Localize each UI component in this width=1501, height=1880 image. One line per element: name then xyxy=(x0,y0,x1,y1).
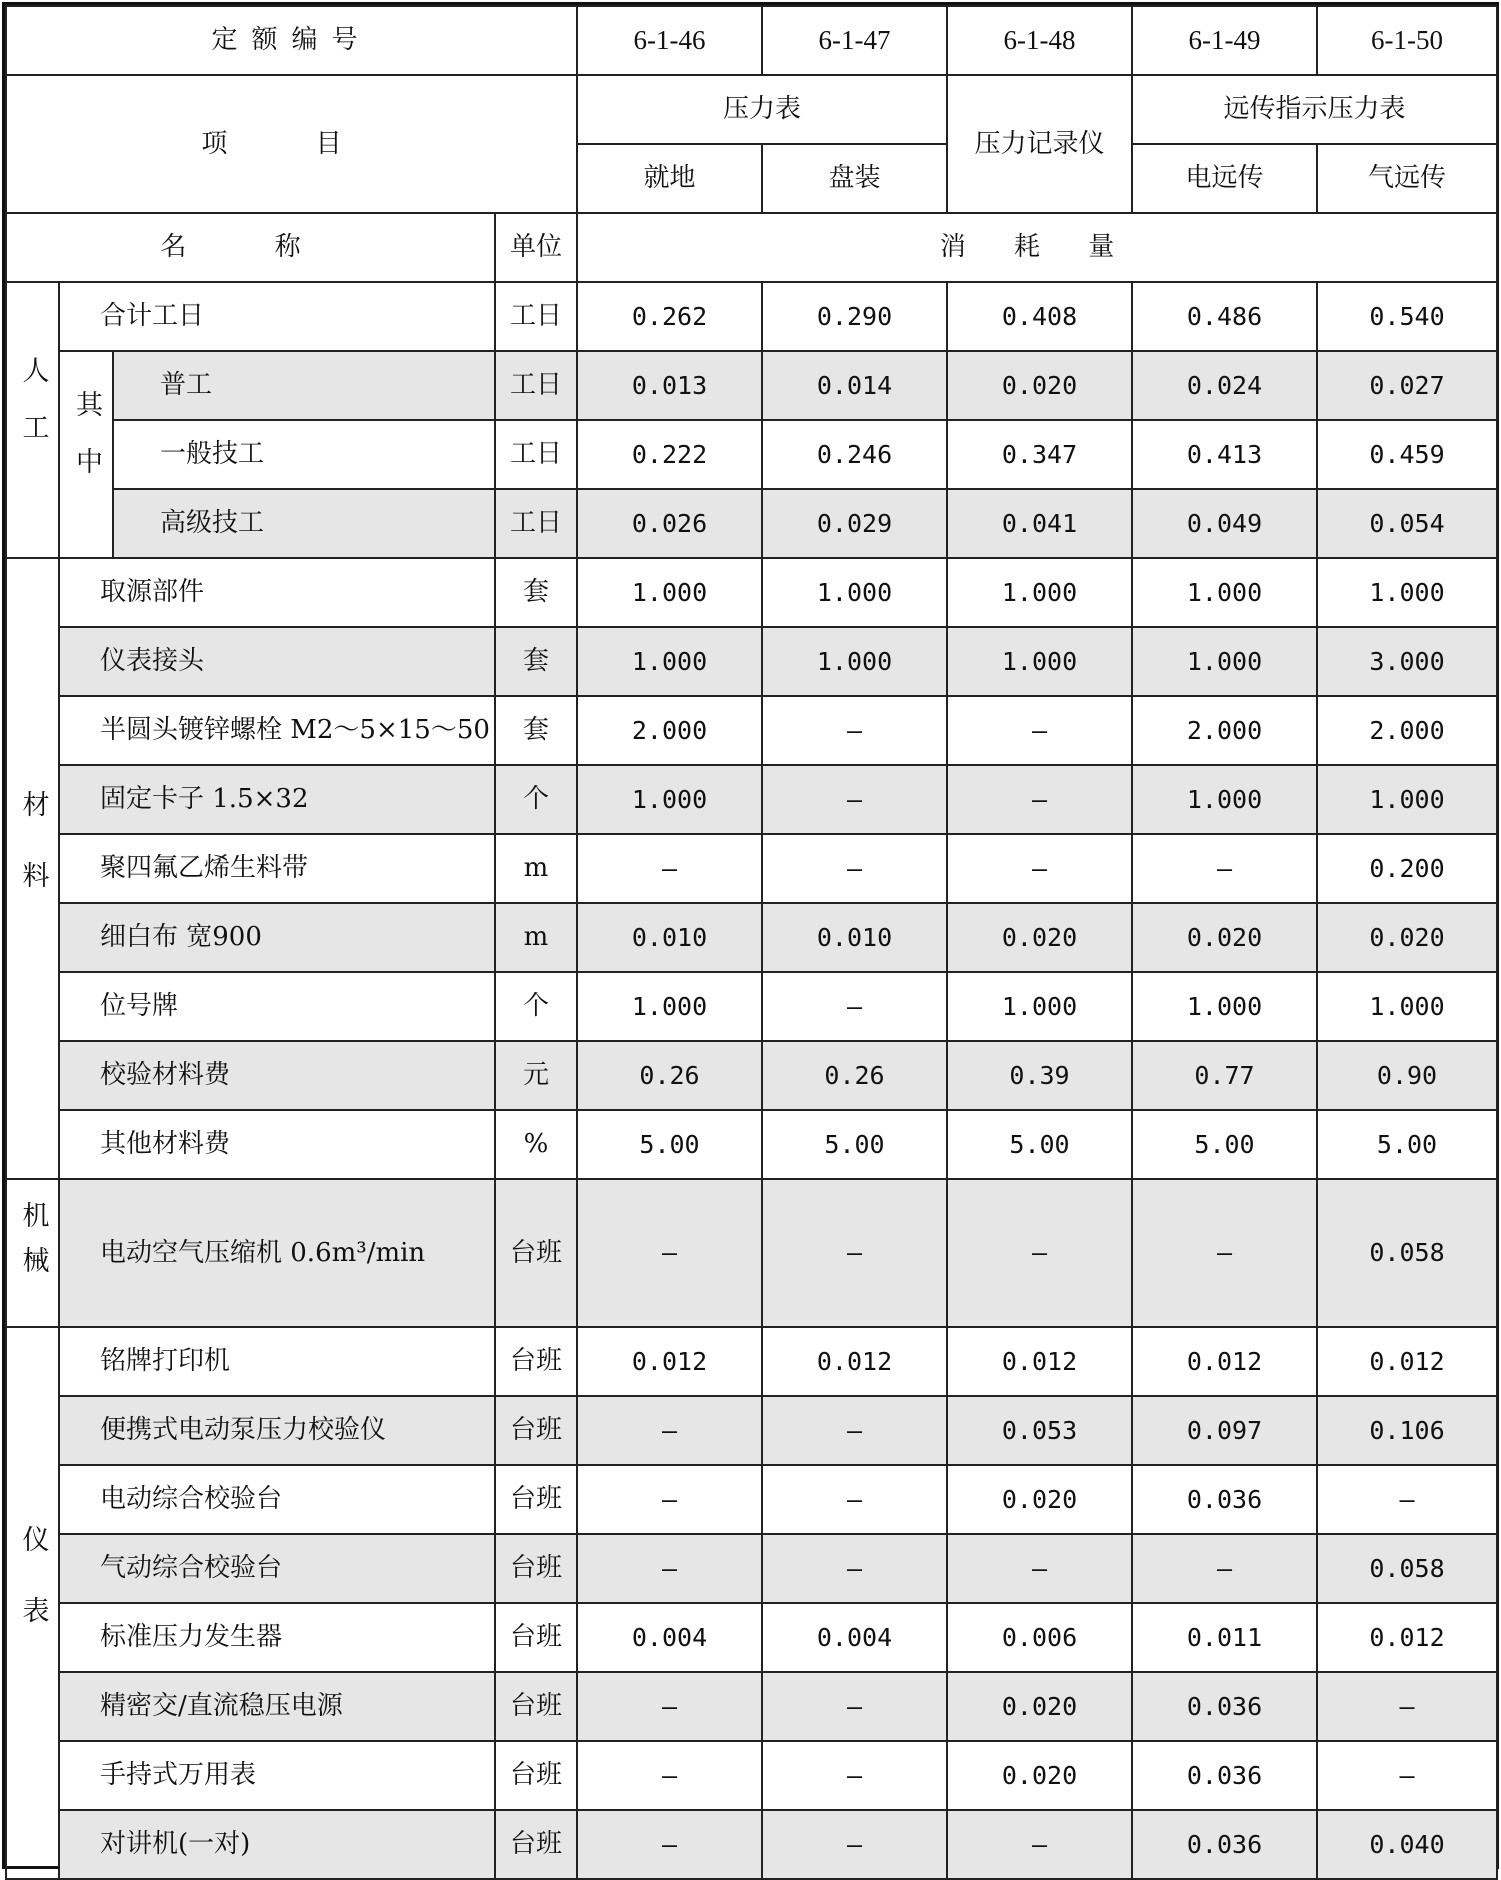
row-value: 1.000 xyxy=(577,558,762,627)
row-name: 普工 xyxy=(113,351,495,420)
row-value: 0.010 xyxy=(577,903,762,972)
header-item-row xyxy=(6,75,1497,144)
row-value: 1.000 xyxy=(1132,627,1317,696)
row-value: 2.000 xyxy=(577,696,762,765)
table-row xyxy=(6,489,1497,558)
row-unit: 台班 xyxy=(495,1603,577,1672)
row-unit: 台班 xyxy=(495,1396,577,1465)
row-value: 5.00 xyxy=(577,1110,762,1179)
table-row xyxy=(6,1110,1497,1179)
row-value: 0.012 xyxy=(1317,1603,1497,1672)
row-value: 0.020 xyxy=(947,1465,1132,1534)
row-value: 1.000 xyxy=(1317,558,1497,627)
row-value: — xyxy=(762,1465,947,1534)
consumption-label: 消 耗 量 xyxy=(577,213,1497,282)
row-value: — xyxy=(947,1179,1132,1327)
machines-section xyxy=(6,1179,1497,1327)
row-value: — xyxy=(577,1465,762,1534)
table-row xyxy=(6,558,1497,627)
row-value: 1.000 xyxy=(577,972,762,1041)
row-value: 0.040 xyxy=(1317,1810,1497,1879)
row-unit: 台班 xyxy=(495,1327,577,1396)
row-value: 0.011 xyxy=(1132,1603,1317,1672)
row-name: 高级技工 xyxy=(113,489,495,558)
code-label: 定额编号 xyxy=(6,6,577,75)
table-row xyxy=(6,1041,1497,1110)
table-row xyxy=(6,1810,1497,1879)
table-row xyxy=(6,903,1497,972)
row-value: 0.026 xyxy=(577,489,762,558)
row-unit: 工日 xyxy=(495,282,577,351)
row-value: 0.049 xyxy=(1132,489,1317,558)
row-unit: 台班 xyxy=(495,1179,577,1327)
row-value: 0.459 xyxy=(1317,420,1497,489)
category-labor-text: 人工 xyxy=(17,355,49,470)
row-value: 0.77 xyxy=(1132,1041,1317,1110)
row-value: 0.054 xyxy=(1317,489,1497,558)
row-value: 0.036 xyxy=(1132,1465,1317,1534)
code-cell: 6-1-48 xyxy=(947,6,1132,75)
row-value: 0.020 xyxy=(947,351,1132,420)
row-name: 便携式电动泵压力校验仪 xyxy=(59,1396,495,1465)
row-unit: 个 xyxy=(495,972,577,1041)
row-value: 0.540 xyxy=(1317,282,1497,351)
row-value: 0.020 xyxy=(947,903,1132,972)
row-value: 0.006 xyxy=(947,1603,1132,1672)
header-name-row xyxy=(6,213,1497,282)
row-value: 5.00 xyxy=(947,1110,1132,1179)
row-value: 0.020 xyxy=(947,1672,1132,1741)
row-value: — xyxy=(762,834,947,903)
row-value: — xyxy=(577,1810,762,1879)
table-row xyxy=(6,696,1497,765)
row-name: 细白布 宽900 xyxy=(59,903,495,972)
row-value: 0.020 xyxy=(1317,903,1497,972)
category-machine xyxy=(6,1179,59,1327)
row-value: 1.000 xyxy=(1317,972,1497,1041)
row-name: 标准压力发生器 xyxy=(59,1603,495,1672)
row-value: 1.000 xyxy=(762,627,947,696)
row-value: 1.000 xyxy=(1132,765,1317,834)
row-unit: 台班 xyxy=(495,1465,577,1534)
row-value: — xyxy=(762,765,947,834)
row-name: 校验材料费 xyxy=(59,1041,495,1110)
row-value: 0.26 xyxy=(577,1041,762,1110)
row-name: 取源部件 xyxy=(59,558,495,627)
category-labor-sub-text: 其中 xyxy=(70,390,102,505)
row-value: — xyxy=(1317,1741,1497,1810)
row-value: 0.246 xyxy=(762,420,947,489)
row-value: 0.012 xyxy=(1132,1327,1317,1396)
row-unit: m xyxy=(495,834,577,903)
header-code-row xyxy=(6,6,1497,75)
row-value: — xyxy=(577,1179,762,1327)
row-name: 对讲机(一对) xyxy=(59,1810,495,1879)
row-value: 0.26 xyxy=(762,1041,947,1110)
row-value: 0.39 xyxy=(947,1041,1132,1110)
row-value: 0.222 xyxy=(577,420,762,489)
code-cell: 6-1-50 xyxy=(1317,6,1497,75)
table-row xyxy=(6,1179,1497,1327)
row-value: 0.010 xyxy=(762,903,947,972)
row-value: 0.053 xyxy=(947,1396,1132,1465)
group-remote-gauge: 远传指示压力表 xyxy=(1132,75,1497,144)
row-value: — xyxy=(1317,1465,1497,1534)
row-unit: 工日 xyxy=(495,489,577,558)
row-value: 0.058 xyxy=(1317,1534,1497,1603)
row-value: 0.262 xyxy=(577,282,762,351)
row-value: 0.004 xyxy=(577,1603,762,1672)
row-value: 0.036 xyxy=(1132,1672,1317,1741)
row-value: 0.027 xyxy=(1317,351,1497,420)
row-value: — xyxy=(1132,1534,1317,1603)
row-value: — xyxy=(947,696,1132,765)
row-value: — xyxy=(762,972,947,1041)
row-value: 1.000 xyxy=(1132,558,1317,627)
row-value: 5.00 xyxy=(1317,1110,1497,1179)
sub-local: 就地 xyxy=(577,144,762,213)
category-instrument-text: 仪表 xyxy=(17,1524,49,1667)
table-row xyxy=(6,1741,1497,1810)
row-value: — xyxy=(762,1534,947,1603)
row-value: — xyxy=(1132,834,1317,903)
row-value: 0.036 xyxy=(1132,1810,1317,1879)
row-value: 0.486 xyxy=(1132,282,1317,351)
table-row xyxy=(6,1672,1497,1741)
row-value: 1.000 xyxy=(947,972,1132,1041)
row-value: 0.036 xyxy=(1132,1741,1317,1810)
quota-table xyxy=(5,5,1498,1880)
row-value: — xyxy=(577,1741,762,1810)
row-value: 0.408 xyxy=(947,282,1132,351)
row-value: 3.000 xyxy=(1317,627,1497,696)
row-unit: 套 xyxy=(495,627,577,696)
row-unit: 台班 xyxy=(495,1672,577,1741)
row-value: — xyxy=(1132,1179,1317,1327)
row-value: — xyxy=(577,1396,762,1465)
row-unit: 台班 xyxy=(495,1810,577,1879)
row-value: — xyxy=(762,1179,947,1327)
row-value: — xyxy=(577,1534,762,1603)
row-name: 半圆头镀锌螺栓 M2～5×15～50 xyxy=(59,696,495,765)
table-row xyxy=(6,834,1497,903)
row-value: — xyxy=(762,1810,947,1879)
row-value: 2.000 xyxy=(1132,696,1317,765)
row-value: 0.290 xyxy=(762,282,947,351)
row-value: 0.020 xyxy=(1132,903,1317,972)
row-value: — xyxy=(1317,1672,1497,1741)
table-row xyxy=(6,627,1497,696)
row-value: — xyxy=(577,1672,762,1741)
row-value: — xyxy=(762,696,947,765)
row-value: 1.000 xyxy=(577,765,762,834)
row-unit: 台班 xyxy=(495,1741,577,1810)
row-value: 1.000 xyxy=(1317,765,1497,834)
row-value: — xyxy=(762,1741,947,1810)
table-row xyxy=(6,1396,1497,1465)
row-value: 0.90 xyxy=(1317,1041,1497,1110)
row-unit: 套 xyxy=(495,558,577,627)
row-name: 铭牌打印机 xyxy=(59,1327,495,1396)
table-row xyxy=(6,420,1497,489)
code-cell: 6-1-49 xyxy=(1132,6,1317,75)
row-name: 仪表接头 xyxy=(59,627,495,696)
category-instrument xyxy=(6,1327,59,1879)
row-value: 5.00 xyxy=(1132,1110,1317,1179)
category-material-text: 材料 xyxy=(17,790,49,933)
row-name: 位号牌 xyxy=(59,972,495,1041)
row-value: 0.041 xyxy=(947,489,1132,558)
row-name: 一般技工 xyxy=(113,420,495,489)
row-value: 0.012 xyxy=(1317,1327,1497,1396)
row-name: 电动空气压缩机 0.6m³/min xyxy=(59,1179,495,1327)
table-row xyxy=(6,765,1497,834)
materials-section xyxy=(6,558,1497,1179)
row-value: 0.200 xyxy=(1317,834,1497,903)
group-recorder: 压力记录仪 xyxy=(947,75,1132,213)
row-value: 0.020 xyxy=(947,1741,1132,1810)
unit-label: 单位 xyxy=(495,213,577,282)
category-material xyxy=(6,558,59,1179)
row-unit: 个 xyxy=(495,765,577,834)
table-row xyxy=(6,1534,1497,1603)
row-value: 1.000 xyxy=(947,627,1132,696)
instruments-section xyxy=(6,1327,1497,1879)
row-value: — xyxy=(947,1810,1132,1879)
row-value: 0.097 xyxy=(1132,1396,1317,1465)
row-unit: 元 xyxy=(495,1041,577,1110)
item-label: 项 目 xyxy=(6,75,577,213)
row-name: 固定卡子 1.5×32 xyxy=(59,765,495,834)
row-value: 1.000 xyxy=(762,558,947,627)
row-name: 合计工日 xyxy=(59,282,495,351)
table-row xyxy=(6,1327,1497,1396)
row-value: 0.058 xyxy=(1317,1179,1497,1327)
row-value: 0.012 xyxy=(762,1327,947,1396)
row-value: — xyxy=(762,1396,947,1465)
row-value: 0.413 xyxy=(1132,420,1317,489)
row-name: 气动综合校验台 xyxy=(59,1534,495,1603)
row-name: 电动综合校验台 xyxy=(59,1465,495,1534)
row-name: 聚四氟乙烯生料带 xyxy=(59,834,495,903)
row-unit: m xyxy=(495,903,577,972)
quota-table-sheet xyxy=(2,2,1499,1869)
table-row xyxy=(6,282,1497,351)
row-value: 5.00 xyxy=(762,1110,947,1179)
row-value: 0.014 xyxy=(762,351,947,420)
category-labor xyxy=(6,282,59,558)
row-value: 0.106 xyxy=(1317,1396,1497,1465)
group-pressure-gauge: 压力表 xyxy=(577,75,947,144)
row-value: 0.013 xyxy=(577,351,762,420)
row-value: 0.012 xyxy=(947,1327,1132,1396)
row-name: 手持式万用表 xyxy=(59,1741,495,1810)
row-value: 2.000 xyxy=(1317,696,1497,765)
row-unit: 工日 xyxy=(495,420,577,489)
category-machine-text: 机械 xyxy=(17,1200,49,1291)
table-row xyxy=(6,1465,1497,1534)
sub-pneumatic: 气远传 xyxy=(1317,144,1497,213)
row-value: 0.029 xyxy=(762,489,947,558)
row-value: 1.000 xyxy=(947,558,1132,627)
name-label: 名 称 xyxy=(6,213,495,282)
row-unit: % xyxy=(495,1110,577,1179)
table-row xyxy=(6,972,1497,1041)
category-labor-sub xyxy=(59,351,113,558)
sub-electric: 电远传 xyxy=(1132,144,1317,213)
row-value: 0.012 xyxy=(577,1327,762,1396)
row-value: 1.000 xyxy=(577,627,762,696)
row-name: 精密交/直流稳压电源 xyxy=(59,1672,495,1741)
row-value: — xyxy=(577,834,762,903)
code-cell: 6-1-47 xyxy=(762,6,947,75)
row-value: — xyxy=(947,834,1132,903)
row-value: 0.004 xyxy=(762,1603,947,1672)
row-unit: 工日 xyxy=(495,351,577,420)
table-row xyxy=(6,351,1497,420)
row-unit: 台班 xyxy=(495,1534,577,1603)
row-value: 0.024 xyxy=(1132,351,1317,420)
row-value: — xyxy=(947,1534,1132,1603)
row-name: 其他材料费 xyxy=(59,1110,495,1179)
code-cell: 6-1-46 xyxy=(577,6,762,75)
row-unit: 套 xyxy=(495,696,577,765)
table-row xyxy=(6,1603,1497,1672)
row-value: — xyxy=(762,1672,947,1741)
row-value: 0.347 xyxy=(947,420,1132,489)
row-value: — xyxy=(947,765,1132,834)
row-value: 1.000 xyxy=(1132,972,1317,1041)
sub-panel: 盘装 xyxy=(762,144,947,213)
